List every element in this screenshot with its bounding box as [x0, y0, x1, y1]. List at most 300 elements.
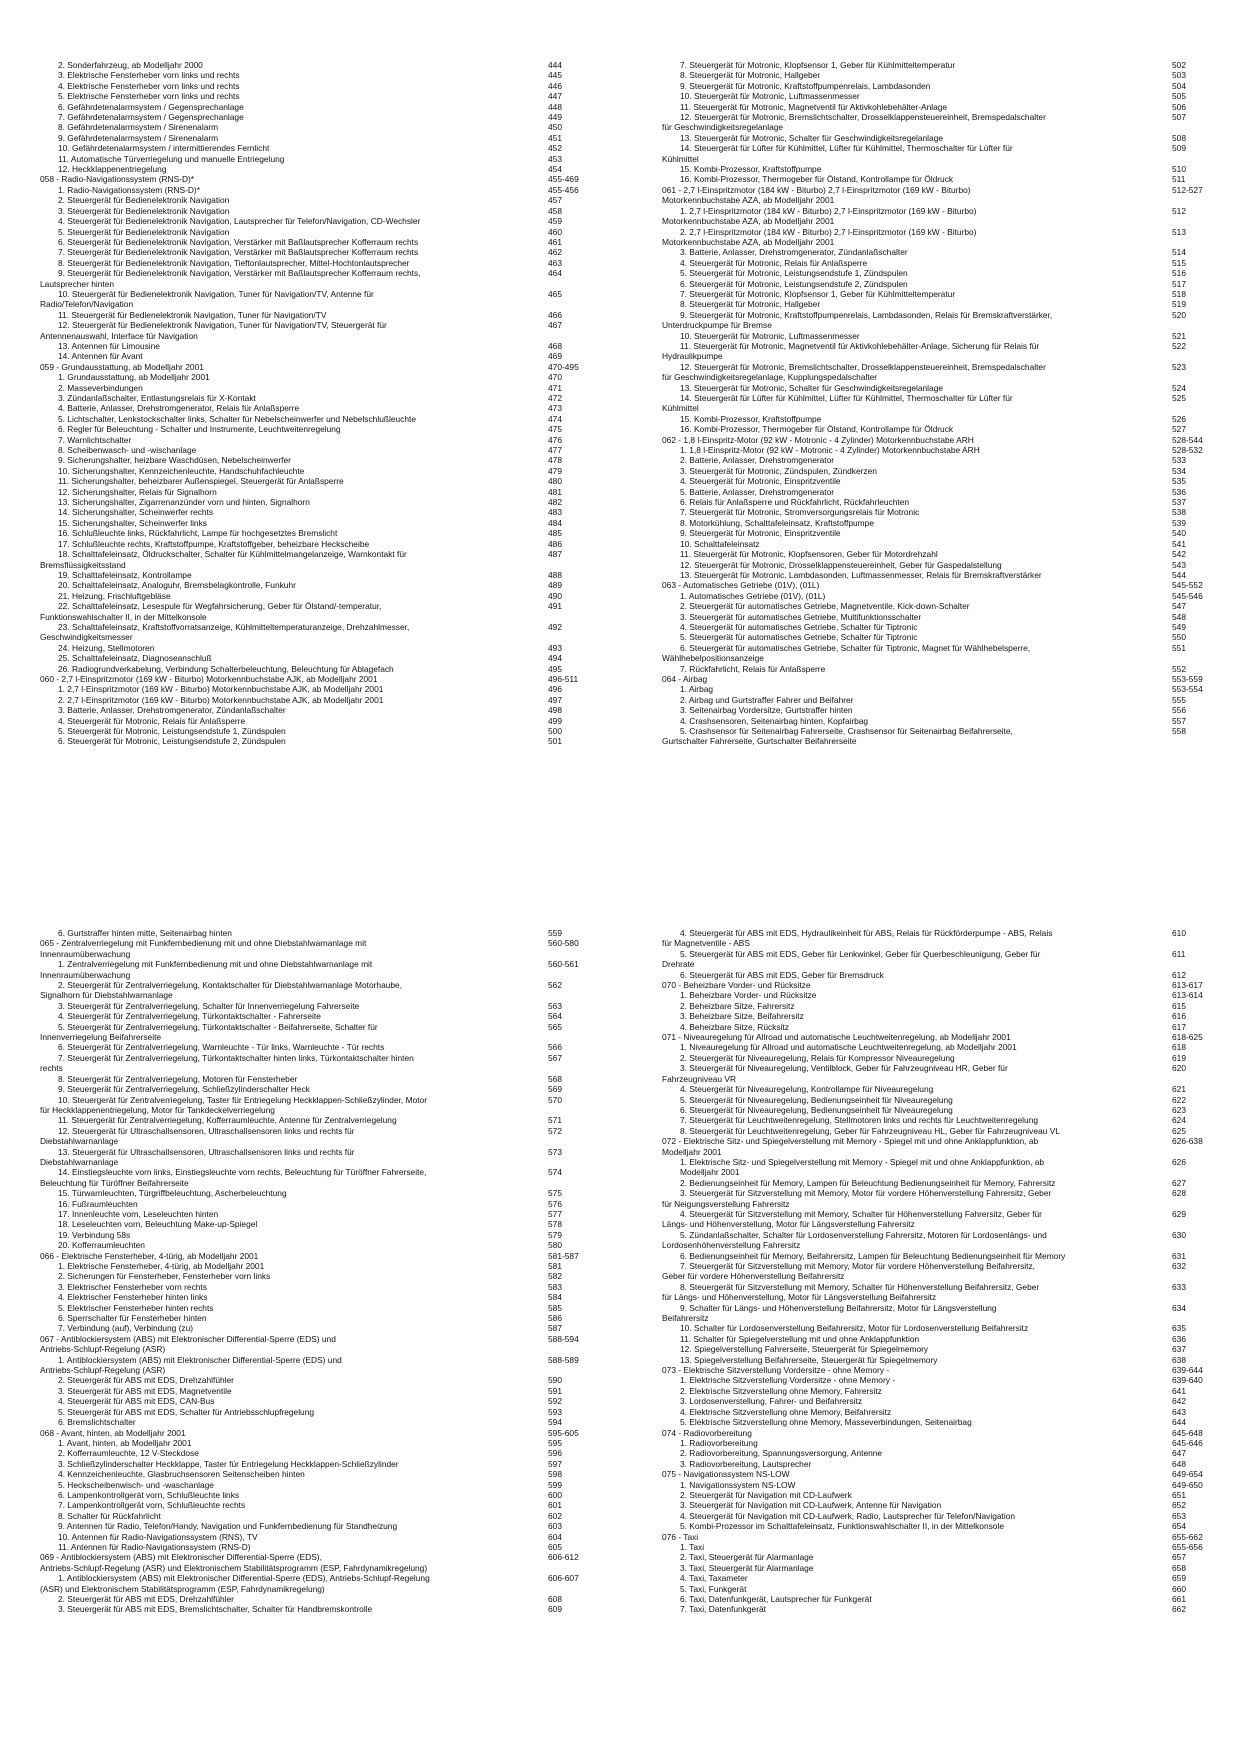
toc-entry-page: [1168, 1199, 1240, 1209]
toc-entry: [662, 622, 1240, 632]
toc-entry-title: 7. Verbindung (auf), Verbindung (zu): [58, 1323, 194, 1334]
toc-entry-title: 064 - Airbag: [662, 673, 708, 684]
toc-entry-page: 644: [1172, 1417, 1186, 1428]
toc-entry: [40, 684, 618, 694]
toc-entry-title: 074 - Radiovorbereitung: [662, 1427, 752, 1438]
toc-entry-title: für Längs- und Höhenverstellung, Motor für Längsverstellung Beifahrersitz: [662, 1292, 937, 1303]
toc-entry-title: 7. Taxi, Datenfunkgerät: [680, 1604, 766, 1615]
toc-entry-title: 3. Radiovorbereitung, Lautsprecher: [680, 1458, 812, 1469]
toc-entry-page: 611: [1172, 948, 1186, 959]
toc-entry: [662, 195, 1240, 205]
toc-entry-title: 6. Steuergerät für Motronic, Leistungsendstufe 2, Zündspulen: [680, 278, 908, 289]
toc-entry-page: 537: [1172, 497, 1186, 508]
toc-entry-title: 5. Steuergerät für ABS mit EDS, Geber für Lenkwinkel, Geber für Querbeschleunigung, Geber für: [680, 948, 1041, 959]
toc-entry: [662, 684, 1240, 694]
toc-entry: [40, 102, 618, 112]
toc-entry-title: 9. Steuergerät für Motronic, Einspritzventile: [680, 528, 841, 539]
toc-entry: [40, 1209, 618, 1219]
toc-entry-page: 492: [548, 621, 562, 632]
toc-entry-page: [1168, 736, 1240, 746]
toc-entry-title: 4. Crashsensoren, Seitenairbag hinten, Kopfairbag: [680, 715, 869, 726]
toc-entry-title: 1. Elektrische Sitzverstellung Vordersitze - ohne Memory -: [680, 1375, 896, 1386]
toc-entry: [40, 591, 618, 601]
toc-entry-title: 15. Sicherungshalter, Scheinwerfer links: [58, 517, 207, 528]
toc-entry-page: 465: [548, 288, 562, 299]
toc-entry: [40, 970, 618, 980]
toc-entry: [662, 91, 1240, 101]
toc-entry: [662, 1396, 1240, 1406]
toc-page-bottom: [0, 928, 1240, 1718]
toc-entry-page: 616: [1172, 1011, 1186, 1022]
toc-page-top: [0, 60, 1240, 840]
toc-entry: [662, 1604, 1240, 1614]
toc-entry-title: Modelljahr 2001: [662, 1146, 722, 1157]
toc-entry-title: 6. Steuergerät für Zentralverriegelung, Warnleuchte - Tür links, Warnleuchte - Tür rechts: [58, 1042, 385, 1053]
toc-entry: [662, 1542, 1240, 1552]
toc-entry-page: 651: [1172, 1489, 1186, 1500]
toc-entry-page: 599: [548, 1479, 562, 1490]
toc-entry-title: 9. Steuergerät für Bedienelektronik Navigation, Verstärker mit Baßlautsprecher Kofferraum rechts,: [58, 268, 421, 279]
toc-entry-page: 645-646: [1172, 1437, 1203, 1448]
toc-entry-title: 2. Steuergerät für ABS mit EDS, Drehzahlfühler: [58, 1375, 234, 1386]
toc-section-entry: [662, 185, 1240, 195]
toc-entry-page: 542: [1172, 549, 1186, 560]
toc-entry: [662, 216, 1240, 226]
toc-entry-title: 13. Antennen für Limousine: [58, 340, 160, 351]
toc-section-entry: [662, 1365, 1240, 1375]
toc-entry-page: 444: [548, 60, 562, 70]
toc-entry-page: 519: [1172, 299, 1186, 310]
toc-entry: [662, 122, 1240, 132]
toc-entry-page: [1168, 372, 1240, 382]
toc-entry-title: 8. Steuergerät für Leuchtweitenregelung, Geber für Fahrzeugniveau HL, Geber für Fahrzeugniveau VL: [680, 1125, 1060, 1136]
toc-entry: [40, 372, 618, 382]
toc-entry: [40, 1219, 618, 1229]
toc-entry-page: 626-638: [1172, 1136, 1203, 1147]
toc-entry-title: 9. Steuergerät für Motronic, Kraftstoffpumpenrelais, Lambdasonden: [680, 80, 931, 91]
toc-entry-page: 557: [1172, 715, 1186, 726]
toc-section-entry: [40, 174, 618, 184]
toc-entry: [662, 1573, 1240, 1583]
toc-entry: [40, 695, 618, 705]
toc-entry-page: 654: [1172, 1521, 1186, 1532]
toc-entry-title: 1. Antiblockiersystem (ABS) mit Elektronischer Differential-Sperre (EDS), Antriebs-Schlupf-Regelung: [58, 1573, 430, 1584]
toc-entry-title: 16. Kombi-Prozessor, Thermogeber für Ölstand, Kontrollampe für Öldruck: [680, 424, 954, 435]
toc-entry: [662, 1500, 1240, 1510]
toc-entry-page: 657: [1172, 1552, 1186, 1563]
toc-entry-title: 4. Steuergerät für Zentralverriegelung, Türkontaktschalter - Fahrerseite: [58, 1011, 321, 1022]
toc-entry-title: 10. Steuergerät für Motronic, Luftmassenmesser: [680, 330, 860, 341]
toc-entry-page: 649-654: [1172, 1469, 1203, 1480]
toc-entry-page: 595: [548, 1437, 562, 1448]
toc-entry-page: 566: [548, 1042, 562, 1053]
toc-entry-title: 4. Elektrische Fensterheber vorn links und rechts: [58, 80, 240, 91]
toc-entry: [662, 1147, 1240, 1157]
toc-entry-page: 632: [1172, 1261, 1186, 1271]
toc-entry-page: [1168, 653, 1240, 663]
toc-entry-title: 3. Elektrische Fensterheber vorn links und rechts: [58, 70, 240, 81]
toc-entry-title: 6. Relais für Anlaßsperre und Rückfahrlicht, Rückfahrleuchten: [680, 497, 910, 508]
toc-entry-page: 489: [548, 580, 562, 591]
toc-entry-page: [544, 1178, 618, 1188]
toc-entry: [662, 1292, 1240, 1302]
toc-entry-title: 5. Steuergerät für Niveauregelung, Bedienungseinheit für Niveauregelung: [680, 1094, 953, 1105]
toc-entry: [662, 1511, 1240, 1521]
toc-entry-title: 14. Einstiegsleuchte vorn links, Einstiegsleuchte vorn rechts, Beleuchtung für Türöffner Fahrerseite,: [58, 1167, 427, 1178]
toc-entry: [662, 258, 1240, 268]
toc-entry-page: 501: [548, 736, 562, 747]
toc-entry: [40, 1178, 618, 1188]
toc-entry-page: 601: [548, 1500, 562, 1511]
toc-entry-page: 472: [548, 393, 562, 403]
toc-entry-page: 570: [548, 1094, 562, 1105]
toc-entry-title: 5. Steuergerät für Bedienelektronik Navigation: [58, 226, 230, 237]
toc-entry: [662, 102, 1240, 112]
toc-entry-page: 610: [1172, 928, 1186, 938]
toc-entry-page: [1168, 122, 1240, 132]
toc-entry: [662, 362, 1240, 372]
toc-entry-page: 588-594: [548, 1333, 579, 1344]
toc-entry-page: [1168, 959, 1240, 969]
toc-entry-page: 560-561: [548, 959, 579, 970]
toc-entry: [40, 1594, 618, 1604]
toc-entry-title: 10. Antennen für Radio-Navigationssystem (RNS), TV: [58, 1531, 258, 1542]
toc-entry-title: 2. Batterie, Anlasser, Drehstromgenerator: [680, 455, 835, 466]
toc-entry-page: 629: [1172, 1208, 1186, 1219]
toc-entry-page: 661: [1172, 1594, 1186, 1604]
toc-entry: [40, 455, 618, 465]
toc-entry-title: 063 - Automatisches Getriebe (01V), (01L): [662, 580, 820, 591]
toc-entry-page: 645-648: [1172, 1427, 1203, 1438]
toc-entry: [40, 560, 618, 570]
toc-entry-page: 480: [548, 476, 562, 487]
toc-entry: [662, 1105, 1240, 1115]
toc-entry: [40, 1095, 618, 1105]
toc-entry: [662, 959, 1240, 969]
toc-entry: [40, 549, 618, 559]
toc-entry-page: 608: [548, 1594, 562, 1604]
toc-entry: [40, 331, 618, 341]
toc-entry-title: 5. Steuergerät für Motronic, Leistungsendstufe 1, Zündspulen: [58, 726, 286, 736]
toc-entry-title: 1. 1,8 l-Einspritz-Motor (92 kW - Motronic - 4 Zylinder) Motorkennbuchstabe ARH: [680, 445, 980, 456]
toc-entry-title: 6. Steuergerät für ABS mit EDS, Geber für Bremsdruck: [680, 969, 884, 980]
toc-entry-title: 2. Taxi, Steuergerät für Alarmanlage: [680, 1552, 814, 1563]
toc-entry: [40, 622, 618, 632]
toc-entry-page: 524: [1172, 382, 1186, 393]
toc-entry-page: 591: [548, 1385, 562, 1396]
toc-entry-page: 548: [1172, 611, 1186, 622]
toc-entry-title: 7. Steuergerät für Motronic, Klopfsensor 1, Geber für Kühlmitteltemperatur: [680, 60, 956, 70]
toc-entry-page: [544, 1584, 618, 1594]
toc-entry: [40, 507, 618, 517]
toc-entry-page: [544, 632, 618, 642]
toc-entry-title: 4. Taxi, Taxameter: [680, 1573, 748, 1584]
toc-entry-title: Funktionswahlschalter II, in der Mittelkonsole: [40, 611, 207, 622]
toc-entry: [662, 351, 1240, 361]
toc-entry: [662, 1042, 1240, 1052]
toc-entry: [662, 1480, 1240, 1490]
toc-entry-title: 13. Spiegelverstellung Beifahrerseite, Steuergerät für Spiegelmemory: [680, 1354, 938, 1365]
toc-entry: [40, 1001, 618, 1011]
toc-entry-title: 4. Steuergerät für Bedienelektronik Navigation, Lautsprecher für Telefon/Navigation, CD-Wechsler: [58, 216, 421, 227]
toc-entry-title: 8. Steuergerät für Zentralverriegelung, Motoren für Fensterheber: [58, 1073, 298, 1084]
toc-entry: [662, 331, 1240, 341]
toc-entry-page: 584: [548, 1292, 562, 1303]
toc-entry-page: 565: [548, 1021, 562, 1032]
toc-entry: [40, 206, 618, 216]
toc-entry: [40, 653, 618, 663]
toc-entry-page: 642: [1172, 1396, 1186, 1407]
toc-entry-title: 062 - 1,8 l-Einspritz-Motor (92 kW - Motronic - 4 Zylinder) Motorkennbuchstabe ARH: [662, 434, 974, 445]
toc-entry-page: 511: [1172, 174, 1186, 185]
toc-entry: [40, 393, 618, 403]
toc-entry-title: 8. Schalter für Rückfahrlicht: [58, 1510, 161, 1521]
toc-entry-page: 588-589: [548, 1354, 579, 1365]
toc-entry: [40, 1375, 618, 1385]
toc-entry: [40, 1459, 618, 1469]
toc-entry: [662, 1313, 1240, 1323]
toc-entry: [40, 1386, 618, 1396]
toc-entry-title: 16. Kombi-Prozessor, Thermogeber für Ölstand, Kontrollampe für Öldruck: [680, 174, 954, 185]
toc-section-entry: [662, 1469, 1240, 1479]
toc-entry: [662, 518, 1240, 528]
toc-entry: [40, 959, 618, 969]
toc-entry-title: 1. Antiblockiersystem (ABS) mit Elektronischer Differential-Sperre (EDS) und: [58, 1354, 342, 1365]
toc-entry: [662, 164, 1240, 174]
toc-entry-title: 10. Steuergerät für Zentralverriegelung, Taster für Entriegelung Heckklappen-Schließzylinder, Motor: [58, 1094, 427, 1105]
toc-entry-title: 5. Elektrische Fensterheber vorn links und rechts: [58, 91, 240, 102]
toc-entry-title: 5. Crashsensor für Seitenairbag Fahrerseite, Crashsensor für Seitenairbag Beifahrerseite,: [680, 726, 1013, 736]
toc-entry-title: 7. Steuergerät für Sitzverstellung mit Memory, Motor für vordere Höhenverstellung Beifahrersitz,: [680, 1261, 1035, 1271]
toc-entry-page: 623: [1172, 1104, 1186, 1115]
toc-entry: [40, 601, 618, 611]
toc-entry-title: 060 - 2,7 l-Einspritzmotor (169 kW - Biturbo) Motorkennbuchstabe AJK, ab Modelljahr 2001: [40, 673, 378, 684]
toc-entry-title: 24. Heizung, Stellmotoren: [58, 642, 155, 653]
toc-entry-page: 639-640: [1172, 1375, 1203, 1386]
toc-entry: [40, 1074, 618, 1084]
toc-entry-page: 526: [1172, 413, 1186, 424]
toc-entry-page: 535: [1172, 476, 1186, 487]
toc-entry: [662, 320, 1240, 330]
toc-entry-page: 660: [1172, 1583, 1186, 1594]
toc-entry-page: 609: [548, 1604, 562, 1615]
toc-entry-title: 11. Steuergerät für Zentralverriegelung, Kofferraumleuchte, Antenne für Zentralverriegelung: [58, 1115, 397, 1126]
toc-section-entry: [662, 435, 1240, 445]
toc-entry: [40, 1199, 618, 1209]
toc-entry-page: [544, 1063, 618, 1073]
toc-entry-page: 649-650: [1172, 1479, 1203, 1490]
toc-entry: [662, 1334, 1240, 1344]
toc-entry-page: 596: [548, 1448, 562, 1459]
toc-entry-title: 2. Beheizbare Sitze, Fahrersitz: [680, 1000, 795, 1011]
toc-entry-page: 590: [548, 1375, 562, 1386]
toc-entry-page: [544, 1563, 618, 1573]
toc-entry-page: 626: [1172, 1156, 1186, 1167]
toc-entry-title: 2. Steuergerät für Niveauregelung, Relais für Kompressor Niveauregelung: [680, 1052, 955, 1063]
toc-entry-title: 8. Steuergerät für Motronic, Hallgeber: [680, 70, 821, 81]
toc-entry: [40, 1448, 618, 1458]
toc-entry-page: 545-546: [1172, 590, 1203, 601]
toc-entry-page: [1168, 1147, 1240, 1157]
toc-entry: [40, 424, 618, 434]
toc-entry-page: 508: [1172, 132, 1186, 143]
toc-entry: [40, 1188, 618, 1198]
toc-entry-page: 471: [548, 382, 562, 393]
toc-entry-title: 067 - Antiblockiersystem (ABS) mit Elektronischer Differential-Sperre (EDS) und: [40, 1333, 336, 1344]
toc-entry-page: 630: [1172, 1229, 1186, 1240]
toc-entry: [40, 980, 618, 990]
toc-entry-title: 6. Gefährdetenalarmsystem / Gegensprechanlage: [58, 101, 244, 112]
toc-entry-title: 20. Kofferraumleuchten: [58, 1240, 145, 1251]
toc-entry: [40, 1136, 618, 1146]
toc-entry: [662, 1178, 1240, 1188]
toc-entry: [40, 70, 618, 80]
toc-entry-page: 652: [1172, 1500, 1186, 1511]
toc-entry-page: 522: [1172, 340, 1186, 351]
toc-entry-page: 470-495: [548, 361, 579, 372]
toc-entry: [662, 174, 1240, 184]
toc-entry: [40, 466, 618, 476]
toc-entry: [40, 632, 618, 642]
toc-entry-title: 22. Schalttafeleinsatz, Lesespule für Wegfahrsicherung, Geber für Ölstand/-temperatur,: [58, 601, 382, 612]
toc-entry: [662, 1344, 1240, 1354]
toc-entry-page: 658: [1172, 1562, 1186, 1573]
toc-entry-title: Längs- und Höhenverstellung, Motor für Längsverstellung Fahrersitz: [662, 1219, 915, 1230]
toc-entry-title: 4. Beheizbare Sitze, Rücksitz: [680, 1021, 789, 1032]
toc-entry: [40, 133, 618, 143]
toc-entry-title: 9. Steuergerät für Motronic, Kraftstoffpumpenrelais, Lambdasonden, Relais für Bremskraftverstärker,: [680, 309, 1053, 320]
toc-entry-title: Innenraumüberwachung: [40, 969, 131, 980]
toc-entry-page: 466: [548, 309, 562, 320]
toc-entry: [662, 726, 1240, 736]
toc-entry: [40, 487, 618, 497]
toc-entry-page: 461: [548, 236, 562, 247]
toc-entry-page: 592: [548, 1396, 562, 1407]
toc-entry-title: 4. Elektrische Sitzverstellung ohne Memory, Beifahrersitz: [680, 1406, 892, 1417]
toc-entry-page: [1168, 1074, 1240, 1084]
toc-entry: [662, 1240, 1240, 1250]
toc-entry-title: 12. Steuergerät für Ultraschallsensoren, Ultraschallsensoren links und rechts für: [58, 1125, 355, 1136]
toc-entry-page: 585: [548, 1302, 562, 1313]
toc-entry-title: 1. Radio-Navigationssystem (RNS-D)*: [58, 184, 200, 195]
toc-entry: [662, 1375, 1240, 1385]
toc-entry-page: 613-617: [1172, 980, 1203, 991]
toc-entry-page: 504: [1172, 80, 1186, 91]
toc-entry-title: 4. Steuergerät für ABS mit EDS, CAN-Bus: [58, 1396, 215, 1407]
toc-entry: [662, 1438, 1240, 1448]
toc-entry-title: Lordosenhöhenverstellung Fahrersitz: [662, 1240, 801, 1251]
toc-entry-title: 5. Zündanlaßschalter, Schalter für Lordosenverstellung Fahrersitz, Motoren für Lordosenlängs- und: [680, 1229, 1047, 1240]
toc-entry-page: 563: [548, 1000, 562, 1011]
toc-entry-title: 26. Radiogrundverkabelung, Verbindung Schalterbeleuchtung, Beleuchtung für Ablagefach: [58, 663, 394, 674]
toc-entry-page: 619: [1172, 1052, 1186, 1063]
toc-entry-title: 12. Heckklappenentriegelung: [58, 164, 167, 175]
toc-entry-title: Beleuchtung für Türöffner Beifahrerseite: [40, 1177, 189, 1188]
toc-entry-title: 075 - Navigationssystem NS-LOW: [662, 1469, 790, 1480]
toc-entry-title: 5. Elektrische Sitzverstellung ohne Memory, Masseverbindungen, Seitenairbag: [680, 1417, 972, 1428]
toc-entry-page: 503: [1172, 70, 1186, 81]
toc-section-entry: [662, 980, 1240, 990]
toc-entry-title: 058 - Radio-Navigationssystem (RNS-D)*: [40, 174, 195, 185]
toc-entry-title: 25. Schalttafeleinsatz, Diagnoseanschluß: [58, 653, 212, 664]
toc-entry: [40, 1303, 618, 1313]
toc-entry: [662, 705, 1240, 715]
toc-entry: [40, 1365, 618, 1375]
toc-entry-title: 15. Kombi-Prozessor, Kraftstoffpumpe: [680, 413, 822, 424]
toc-entry: [40, 1542, 618, 1552]
toc-entry-page: 604: [548, 1531, 562, 1542]
toc-entry-page: 625: [1172, 1125, 1186, 1136]
toc-entry-title: 6. Steuergerät für automatisches Getriebe, Schalter für Tiptronic, Magnet für Wählhebelsperre,: [680, 642, 1031, 653]
toc-entry-page: 655-656: [1172, 1541, 1203, 1552]
toc-entry-page: 633: [1172, 1281, 1186, 1292]
toc-entry-title: 3. Zündanlaßschalter, Entlastungsrelais für X-Kontakt: [58, 393, 256, 403]
toc-entry-title: 6. Lampenkontrollgerät vorn, Schlußleuchte links: [58, 1489, 240, 1500]
toc-entry-title: 1. Grundausstattung, ab Modelljahr 2001: [58, 372, 210, 383]
toc-entry: [662, 247, 1240, 257]
toc-entry-title: Kühlmittel: [662, 403, 699, 414]
toc-entry-page: 628: [1172, 1188, 1186, 1199]
toc-entry-page: 593: [548, 1406, 562, 1417]
toc-entry-title: 9. Sicherungshalter, heizbare Waschdüsen, Nebelscheinwerfer: [58, 455, 291, 466]
toc-entry-title: Lautsprecher hinten: [40, 278, 115, 289]
toc-entry-title: Motorkennbuchstabe AZA, ab Modelljahr 2001: [662, 236, 835, 247]
toc-section-entry: [662, 1032, 1240, 1042]
toc-entry: [662, 60, 1240, 70]
toc-entry-page: 455-469: [548, 174, 579, 185]
toc-entry-page: 615: [1172, 1000, 1186, 1011]
toc-entry: [40, 1115, 618, 1125]
toc-entry-page: 515: [1172, 257, 1186, 268]
toc-entry: [662, 938, 1240, 948]
toc-entry-page: 618: [1172, 1042, 1186, 1053]
toc-entry-page: 494: [548, 653, 562, 664]
toc-entry-page: 647: [1172, 1448, 1186, 1459]
toc-entry: [40, 1407, 618, 1417]
toc-entry-title: 10. Schalttafeleinsatz: [680, 538, 760, 549]
toc-entry-title: 1. Radiovorbereitung: [680, 1437, 758, 1448]
toc-entry: [40, 247, 618, 257]
toc-entry-page: 452: [548, 143, 562, 154]
toc-entry-title: 3. Elektrischer Fensterheber vorn rechts: [58, 1281, 207, 1292]
toc-entry: [662, 1011, 1240, 1021]
toc-entry-page: 580: [548, 1240, 562, 1251]
toc-entry-title: 9. Steuergerät für Zentralverriegelung, Schließzylinderschalter Heck: [58, 1084, 310, 1095]
toc-entry-page: 594: [548, 1417, 562, 1428]
toc-entry: [40, 1584, 618, 1594]
toc-entry-page: 639-644: [1172, 1365, 1203, 1376]
toc-entry-page: 467: [548, 320, 562, 331]
toc-entry-page: 575: [548, 1188, 562, 1199]
toc-entry: [662, 1323, 1240, 1333]
toc-entry-title: 3. Lordosenverstellung, Fahrer- und Beifahrersitz: [680, 1396, 863, 1407]
toc-entry-page: [544, 612, 618, 622]
toc-entry-page: 562: [548, 980, 562, 991]
toc-entry-title: 4. Steuergerät für automatisches Getriebe, Schalter für Tiptronic: [680, 621, 918, 632]
toc-entry-title: 7. Steuergerät für Leuchtweitenregelung, Stellmotoren links und rechts für Leuchtweitenregelung: [680, 1115, 1039, 1126]
toc-entry: [662, 1167, 1240, 1177]
toc-entry: [40, 258, 618, 268]
toc-section-entry: [40, 1251, 618, 1261]
toc-entry: [662, 549, 1240, 559]
toc-entry-title: 4. Steuergerät für Motronic, Relais für Anlaßsperre: [58, 715, 246, 726]
toc-entry: [40, 1271, 618, 1281]
toc-entry: [40, 1042, 618, 1052]
toc-entry-title: 2. Airbag und Gurtstraffer Fahrer und Beifahrer: [680, 694, 854, 705]
toc-entry: [662, 1282, 1240, 1292]
toc-entry-page: [544, 560, 618, 570]
toc-entry: [662, 601, 1240, 611]
